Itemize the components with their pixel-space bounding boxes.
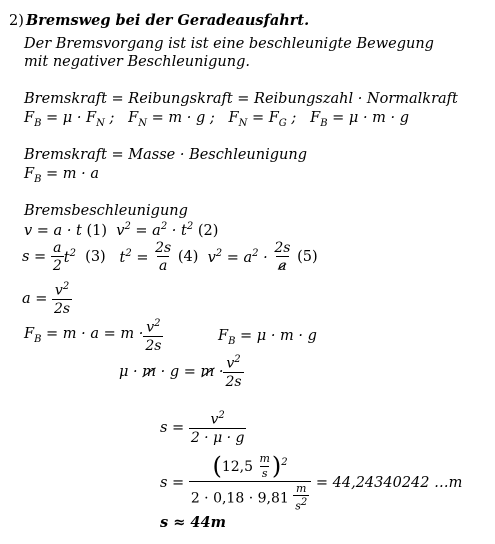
equation-1-2: v = a · t (1) $v^2 = a^2 \cdot t^2$ (2) xyxy=(24,221,219,239)
acceleration-heading: Bremsbeschleunigung xyxy=(24,203,188,219)
force-equation-expanded: $F_B = m \cdot a = m$ · $\frac{v^2}{2s}$ xyxy=(24,318,162,354)
force-definition-line: Bremskraft = Reibungskraft = Reibungszahl · Normalkraft xyxy=(24,91,458,107)
intro-line-1: Der Bremsvorgang ist ist eine beschleunigte Bewegung xyxy=(24,36,434,52)
force-formulas-line: $F_B = \mu \cdot F_N$ ; $F_N = m \cdot g$ ; $F_N = F_G$ ; $F_B = \mu \cdot m \cdot g$ xyxy=(24,110,410,129)
braking-distance-calculation: s = (12,5 $\frac{m}{s}$ )$^2$ 2 · 0,18 · 9,81 $\frac{m}{s^2}$ = 44,24340242 …m xyxy=(160,452,463,513)
acceleration-formula: a = $\frac{v^2}{2s}$ xyxy=(22,281,71,317)
equation-equate: μ · m · g = m · $\frac{v^2}{2s}$ xyxy=(119,354,242,390)
section-heading: Bremsweg bei der Geradeausfahrt. xyxy=(26,12,310,29)
equation-3-4-5: s = $\frac{a}{2}$ $t^2$ (3) $t^2$ = $\frac{2s}{a}$ (4) $v^2 = a^2$ · $\frac{2s}{a}$ (5) xyxy=(22,240,318,275)
braking-distance-formula: s = $\frac{v^2}{2 \cdot \mu \cdot g}$ xyxy=(160,410,245,446)
final-result: s ≈ 44m xyxy=(160,514,226,531)
newton-formula-line: $F_B = m \cdot a$ xyxy=(24,166,100,185)
section-number: 2) xyxy=(9,13,24,29)
friction-force-equation: $F_B = \mu \cdot m \cdot g$ xyxy=(218,328,317,347)
newton-law-line: Bremskraft = Masse · Beschleunigung xyxy=(24,147,307,163)
intro-line-2: mit negativer Beschleunigung. xyxy=(24,54,250,70)
